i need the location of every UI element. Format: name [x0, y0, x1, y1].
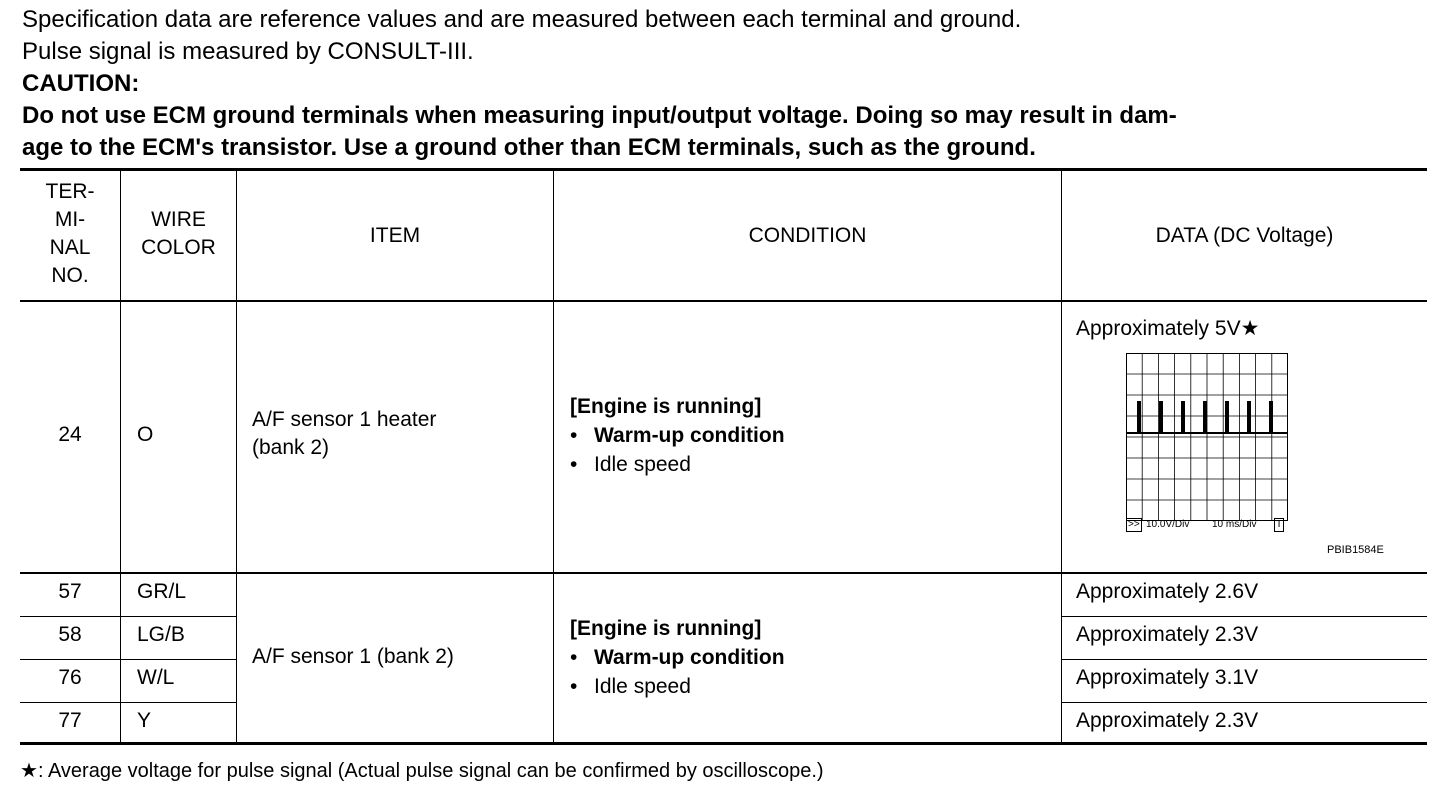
row58-terminal: 58: [58, 623, 82, 646]
oscilloscope-waveform: [1126, 353, 1288, 521]
header-data: DATA (DC Voltage): [1155, 223, 1334, 247]
row76-wire: W/L: [137, 666, 175, 689]
row57-wire: GR/L: [137, 580, 187, 603]
header-item: ITEM: [369, 223, 421, 247]
row57-data: Approximately 2.6V: [1076, 580, 1259, 603]
scope-time-div: 10 ms/Div: [1212, 519, 1257, 530]
row77-terminal: 77: [58, 709, 82, 732]
row24-item: A/F sensor 1 heater (bank 2): [252, 408, 437, 459]
intro-line-2: Pulse signal is measured by CONSULT-III.: [22, 38, 474, 65]
row24-data: Approximately 5V★: [1076, 317, 1260, 340]
header-condition: CONDITION: [748, 223, 867, 247]
caution-line-2: age to the ECM's transistor. Use a ground other than ECM terminals, such as the ground.: [22, 134, 1036, 161]
row76-terminal: 76: [58, 666, 82, 689]
row-divider: [20, 702, 236, 703]
row57-terminal: 57: [58, 580, 82, 603]
row24-terminal: 24: [58, 423, 82, 446]
row-divider: [1061, 616, 1427, 617]
figure-code: PBIB1584E: [1327, 544, 1384, 556]
row-divider: [20, 616, 236, 617]
row58-wire: LG/B: [137, 623, 185, 646]
header-terminal-no: TER- MI- NAL NO.: [45, 180, 95, 287]
row-divider: [1061, 702, 1427, 703]
row58-data: Approximately 2.3V: [1076, 623, 1259, 646]
row24-wire: O: [137, 423, 154, 446]
scope-left-mark: >>: [1128, 519, 1140, 530]
header-bottom-border: [20, 300, 1427, 302]
row-divider: [1061, 659, 1427, 660]
row24-condition: [Engine is running] • Warm-up condition • Idle speed: [570, 395, 785, 476]
table-bottom-border: [20, 742, 1427, 745]
row-divider: [20, 659, 236, 660]
row77-wire: Y: [137, 709, 152, 732]
star-icon: ★: [20, 760, 38, 782]
intro-line-1: Specification data are reference values and are measured between each terminal and ground.: [22, 6, 1022, 33]
scope-right-mark: T: [1276, 519, 1283, 530]
scope-volt-div: 10.0V/Div: [1146, 519, 1190, 530]
row24-bottom-border: [20, 572, 1427, 574]
row77-data: Approximately 2.3V: [1076, 709, 1259, 732]
star-icon: ★: [1240, 317, 1260, 340]
group-item: A/F sensor 1 (bank 2): [252, 645, 454, 668]
header-wire-color: WIRE COLOR: [141, 208, 216, 259]
footnote: ★: Average voltage for pulse signal (Actual pulse signal can be confirmed by oscilloscope.): [20, 760, 824, 782]
caution-line-1: Do not use ECM ground terminals when measuring input/output voltage. Doing so may result in dam-: [22, 102, 1177, 129]
caution-heading: CAUTION:: [22, 70, 140, 97]
group-condition: [Engine is running] • Warm-up condition • Idle speed: [570, 617, 785, 698]
row76-data: Approximately 3.1V: [1076, 666, 1259, 689]
